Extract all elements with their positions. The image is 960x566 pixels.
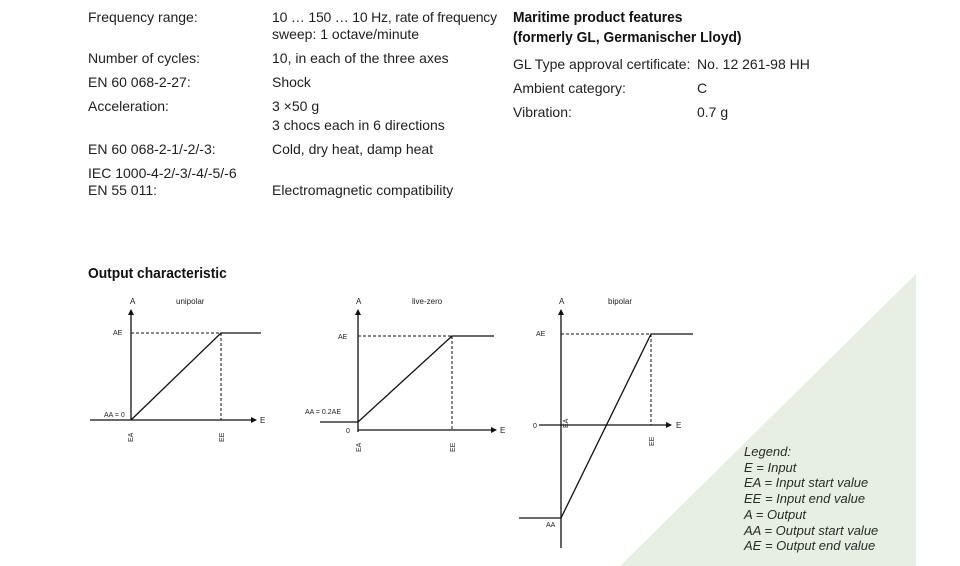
- y-axis-label: A: [559, 297, 565, 306]
- spec-label: Frequency range:: [88, 9, 198, 25]
- maritime-value: 0.7 g: [697, 104, 729, 120]
- spec-value: Shock: [272, 74, 311, 90]
- output-heading: Output characteristic: [88, 265, 227, 282]
- legend: [744, 444, 878, 554]
- spec-label: EN 60 068-2-1/-2/-3:: [88, 141, 216, 157]
- spec-value: 3 ×50 g: [272, 98, 320, 114]
- legend-title: Legend:: [744, 444, 791, 459]
- legend-item: EE = Input end value: [744, 491, 866, 507]
- output-curve: [519, 334, 693, 518]
- legend-item: AA = Output start value: [744, 522, 879, 538]
- maritime-title: Maritime product features: [513, 9, 683, 26]
- ee-label: EE: [219, 432, 226, 442]
- x-axis-label: E: [260, 416, 266, 425]
- output-curve: [131, 333, 261, 420]
- maritime-label: Ambient category:: [513, 80, 626, 96]
- diagram-title: bipolar: [608, 297, 633, 306]
- maritime-label: Vibration:: [513, 104, 572, 120]
- spec-value: Electromagnetic compatibility: [272, 182, 454, 198]
- spec-label: Acceleration:: [88, 98, 169, 114]
- spec-value: 10 … 150 … 10 Hz, rate of frequency: [272, 9, 497, 25]
- zero-label: 0: [346, 428, 350, 435]
- ea-label: EA: [128, 432, 135, 442]
- spec-value: sweep: 1 octave/minute: [272, 26, 420, 42]
- ae-label: AE: [338, 334, 348, 341]
- spec-label: EN 55 011:: [88, 182, 158, 198]
- x-axis-label: E: [500, 426, 506, 435]
- y-axis-label: A: [130, 297, 136, 306]
- ea-label: EA: [563, 418, 570, 428]
- output-curve: [320, 336, 494, 422]
- bipolar-diagram: [515, 290, 695, 552]
- ee-label: EE: [450, 442, 457, 452]
- live-zero-diagram: [300, 290, 510, 460]
- maritime-value: No. 12 261-98 HH: [697, 56, 810, 72]
- maritime-value: C: [697, 80, 708, 96]
- aa-label: AA = 0: [104, 412, 125, 419]
- aa-label: AA: [546, 522, 556, 529]
- ea-label: EA: [356, 442, 363, 452]
- maritime-label: GL Type approval certificate:: [513, 56, 691, 72]
- ee-label: EE: [649, 436, 656, 446]
- ae-label: AE: [113, 330, 123, 337]
- legend-item: A = Output: [744, 506, 807, 522]
- spec-label: EN 60 068-2-27:: [88, 74, 191, 90]
- spec-value: 10, in each of the three axes: [272, 50, 449, 66]
- spec-label: Number of cycles:: [88, 50, 201, 66]
- spec-value: Cold, dry heat, damp heat: [272, 141, 434, 157]
- legend-item: E = Input: [744, 459, 797, 475]
- legend-item: AE = Output end value: [744, 538, 876, 554]
- unipolar-diagram: [80, 290, 280, 460]
- y-axis-label: A: [356, 297, 362, 306]
- ae-label: AE: [536, 331, 546, 338]
- zero-label: 0: [533, 423, 537, 430]
- legend-item: EA = Input start value: [744, 475, 869, 491]
- diagram-title: live-zero: [412, 297, 443, 306]
- spec-value: 3 chocs each in 6 directions: [272, 117, 445, 133]
- maritime-subtitle: (formerly GL, Germanischer Lloyd): [513, 29, 742, 46]
- aa-label: AA = 0.2AE: [305, 409, 341, 416]
- diagram-title: unipolar: [176, 297, 205, 306]
- x-axis-label: E: [676, 421, 682, 430]
- spec-label: IEC 1000-4-2/-3/-4/-5/-6: [88, 165, 237, 181]
